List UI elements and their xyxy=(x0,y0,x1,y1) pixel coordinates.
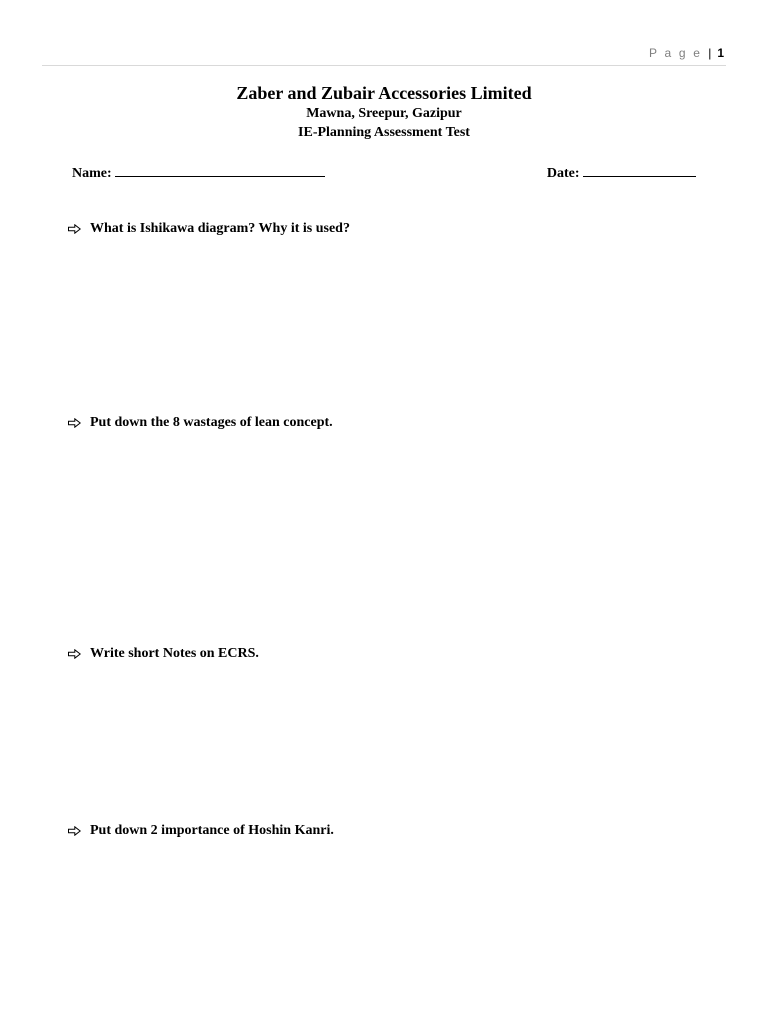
question-text: Put down the 8 wastages of lean concept. xyxy=(90,415,333,430)
date-label: Date: xyxy=(546,166,580,181)
page-number: 1 xyxy=(717,46,724,60)
question-4 xyxy=(68,823,334,839)
page-label: P a g e xyxy=(648,46,703,60)
outline-arrow-right-icon xyxy=(68,224,81,234)
test-title: IE-Planning Assessment Test xyxy=(298,125,470,140)
company-name: Zaber and Zubair Accessories Limited xyxy=(236,83,532,103)
question-text: Write short Notes on ECRS. xyxy=(90,646,259,661)
page-separator: | xyxy=(708,46,712,60)
question-text: Put down 2 importance of Hoshin Kanri. xyxy=(90,823,334,838)
page-number-header xyxy=(649,46,724,60)
outline-arrow-right-icon xyxy=(68,418,81,428)
date-field xyxy=(547,162,696,182)
question-3 xyxy=(68,646,259,662)
header-divider xyxy=(42,65,726,66)
question-text: What is Ishikawa diagram? Why it is used? xyxy=(90,221,350,236)
name-label: Name: xyxy=(72,166,112,181)
question-2 xyxy=(68,415,333,431)
outline-arrow-right-icon xyxy=(68,649,81,659)
name-blank-line[interactable] xyxy=(115,162,325,177)
name-field xyxy=(72,162,325,182)
outline-arrow-right-icon xyxy=(68,826,81,836)
question-1 xyxy=(68,221,350,237)
company-location: Mawna, Sreepur, Gazipur xyxy=(306,106,462,121)
title-block xyxy=(0,82,768,142)
date-blank-line[interactable] xyxy=(583,162,696,177)
